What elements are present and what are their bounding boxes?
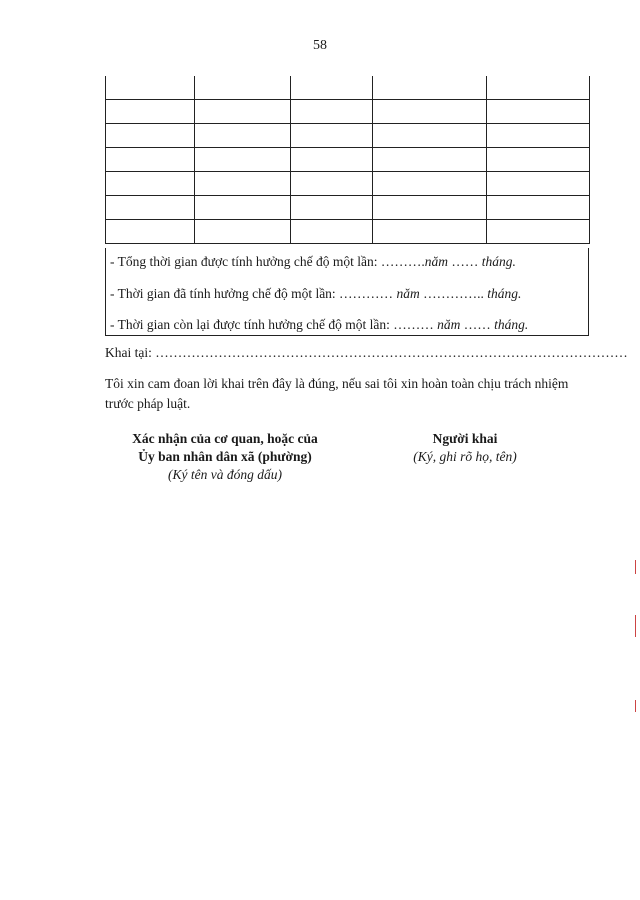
summary-used-dots: …………..	[419, 286, 488, 301]
declarant-title: Người khai	[432, 431, 498, 446]
record-table	[105, 76, 590, 244]
table-cell	[373, 124, 487, 148]
summary-remaining-line	[110, 317, 528, 333]
table-cell	[373, 196, 487, 220]
summary-used-line	[110, 286, 521, 302]
table-row	[106, 220, 590, 244]
summary-used-month-unit: tháng.	[487, 286, 522, 301]
summary-total-month-unit: tháng.	[481, 254, 516, 269]
table-cell	[106, 172, 195, 196]
table-cell	[106, 76, 195, 100]
summary-used-label: - Thời gian đã tính hưởng chế độ một lần: …………	[110, 286, 397, 301]
table-cell	[106, 196, 195, 220]
table-cell	[487, 196, 590, 220]
table-cell	[106, 124, 195, 148]
summary-total-year-unit: năm	[424, 254, 449, 269]
summary-used-year-unit: năm	[396, 286, 420, 301]
table-cell	[487, 220, 590, 244]
summary-box	[105, 248, 589, 336]
confirmation-signature-block	[100, 430, 350, 484]
summary-total-line	[110, 254, 516, 270]
table-cell	[291, 220, 373, 244]
page-number: 58	[313, 38, 327, 53]
place-of-declaration: Khai tại: ……………………………………………………………………………………………	[105, 345, 628, 360]
table-cell	[487, 124, 590, 148]
table-cell	[291, 172, 373, 196]
table-cell	[195, 148, 291, 172]
confirmation-note: (Ký tên và đóng dấu)	[168, 467, 282, 482]
table-cell	[106, 100, 195, 124]
declaration-text: Tôi xin cam đoan lời khai trên đây là đúng, nếu sai tôi xin hoàn toàn chịu trách nhiệm trước pháp luật.	[105, 376, 569, 411]
table-cell	[291, 76, 373, 100]
confirmation-title-line1: Xác nhận của cơ quan, hoặc của	[132, 431, 318, 446]
confirmation-title-line2: Ủy ban nhân dân xã (phường)	[138, 449, 312, 464]
summary-total-dots: ……	[448, 254, 482, 269]
table-cell	[487, 100, 590, 124]
table-cell	[106, 220, 195, 244]
table-cell	[291, 196, 373, 220]
scan-artifact	[635, 700, 636, 712]
declarant-note: (Ký, ghi rõ họ, tên)	[413, 449, 517, 464]
table-cell	[195, 100, 291, 124]
table-cell	[195, 76, 291, 100]
summary-remaining-dots: ……	[460, 317, 495, 332]
table-cell	[291, 148, 373, 172]
table-row	[106, 172, 590, 196]
table-cell	[291, 124, 373, 148]
table-cell	[373, 220, 487, 244]
table-row	[106, 196, 590, 220]
table-cell	[291, 100, 373, 124]
table-cell	[373, 100, 487, 124]
summary-remaining-label: - Thời gian còn lại được tính hưởng chế độ một lần: ………	[110, 317, 438, 332]
record-table-body	[106, 76, 590, 244]
table-cell	[373, 172, 487, 196]
declarant-signature-block	[365, 430, 565, 466]
table-row	[106, 100, 590, 124]
table-row	[106, 124, 590, 148]
table-cell	[195, 124, 291, 148]
table-cell	[195, 172, 291, 196]
scan-artifact	[635, 560, 636, 574]
summary-remaining-year-unit: năm	[437, 317, 461, 332]
table-cell	[195, 220, 291, 244]
table-cell	[195, 196, 291, 220]
summary-total-label: - Tổng thời gian được tính hưởng chế độ một lần: ……….	[110, 254, 425, 269]
table-cell	[487, 148, 590, 172]
table-row	[106, 148, 590, 172]
table-cell	[487, 76, 590, 100]
table-cell	[373, 148, 487, 172]
table-cell	[487, 172, 590, 196]
summary-remaining-month-unit: tháng.	[494, 317, 529, 332]
scan-artifact	[635, 615, 636, 637]
table-cell	[373, 76, 487, 100]
table-row	[106, 76, 590, 100]
table-cell	[106, 148, 195, 172]
